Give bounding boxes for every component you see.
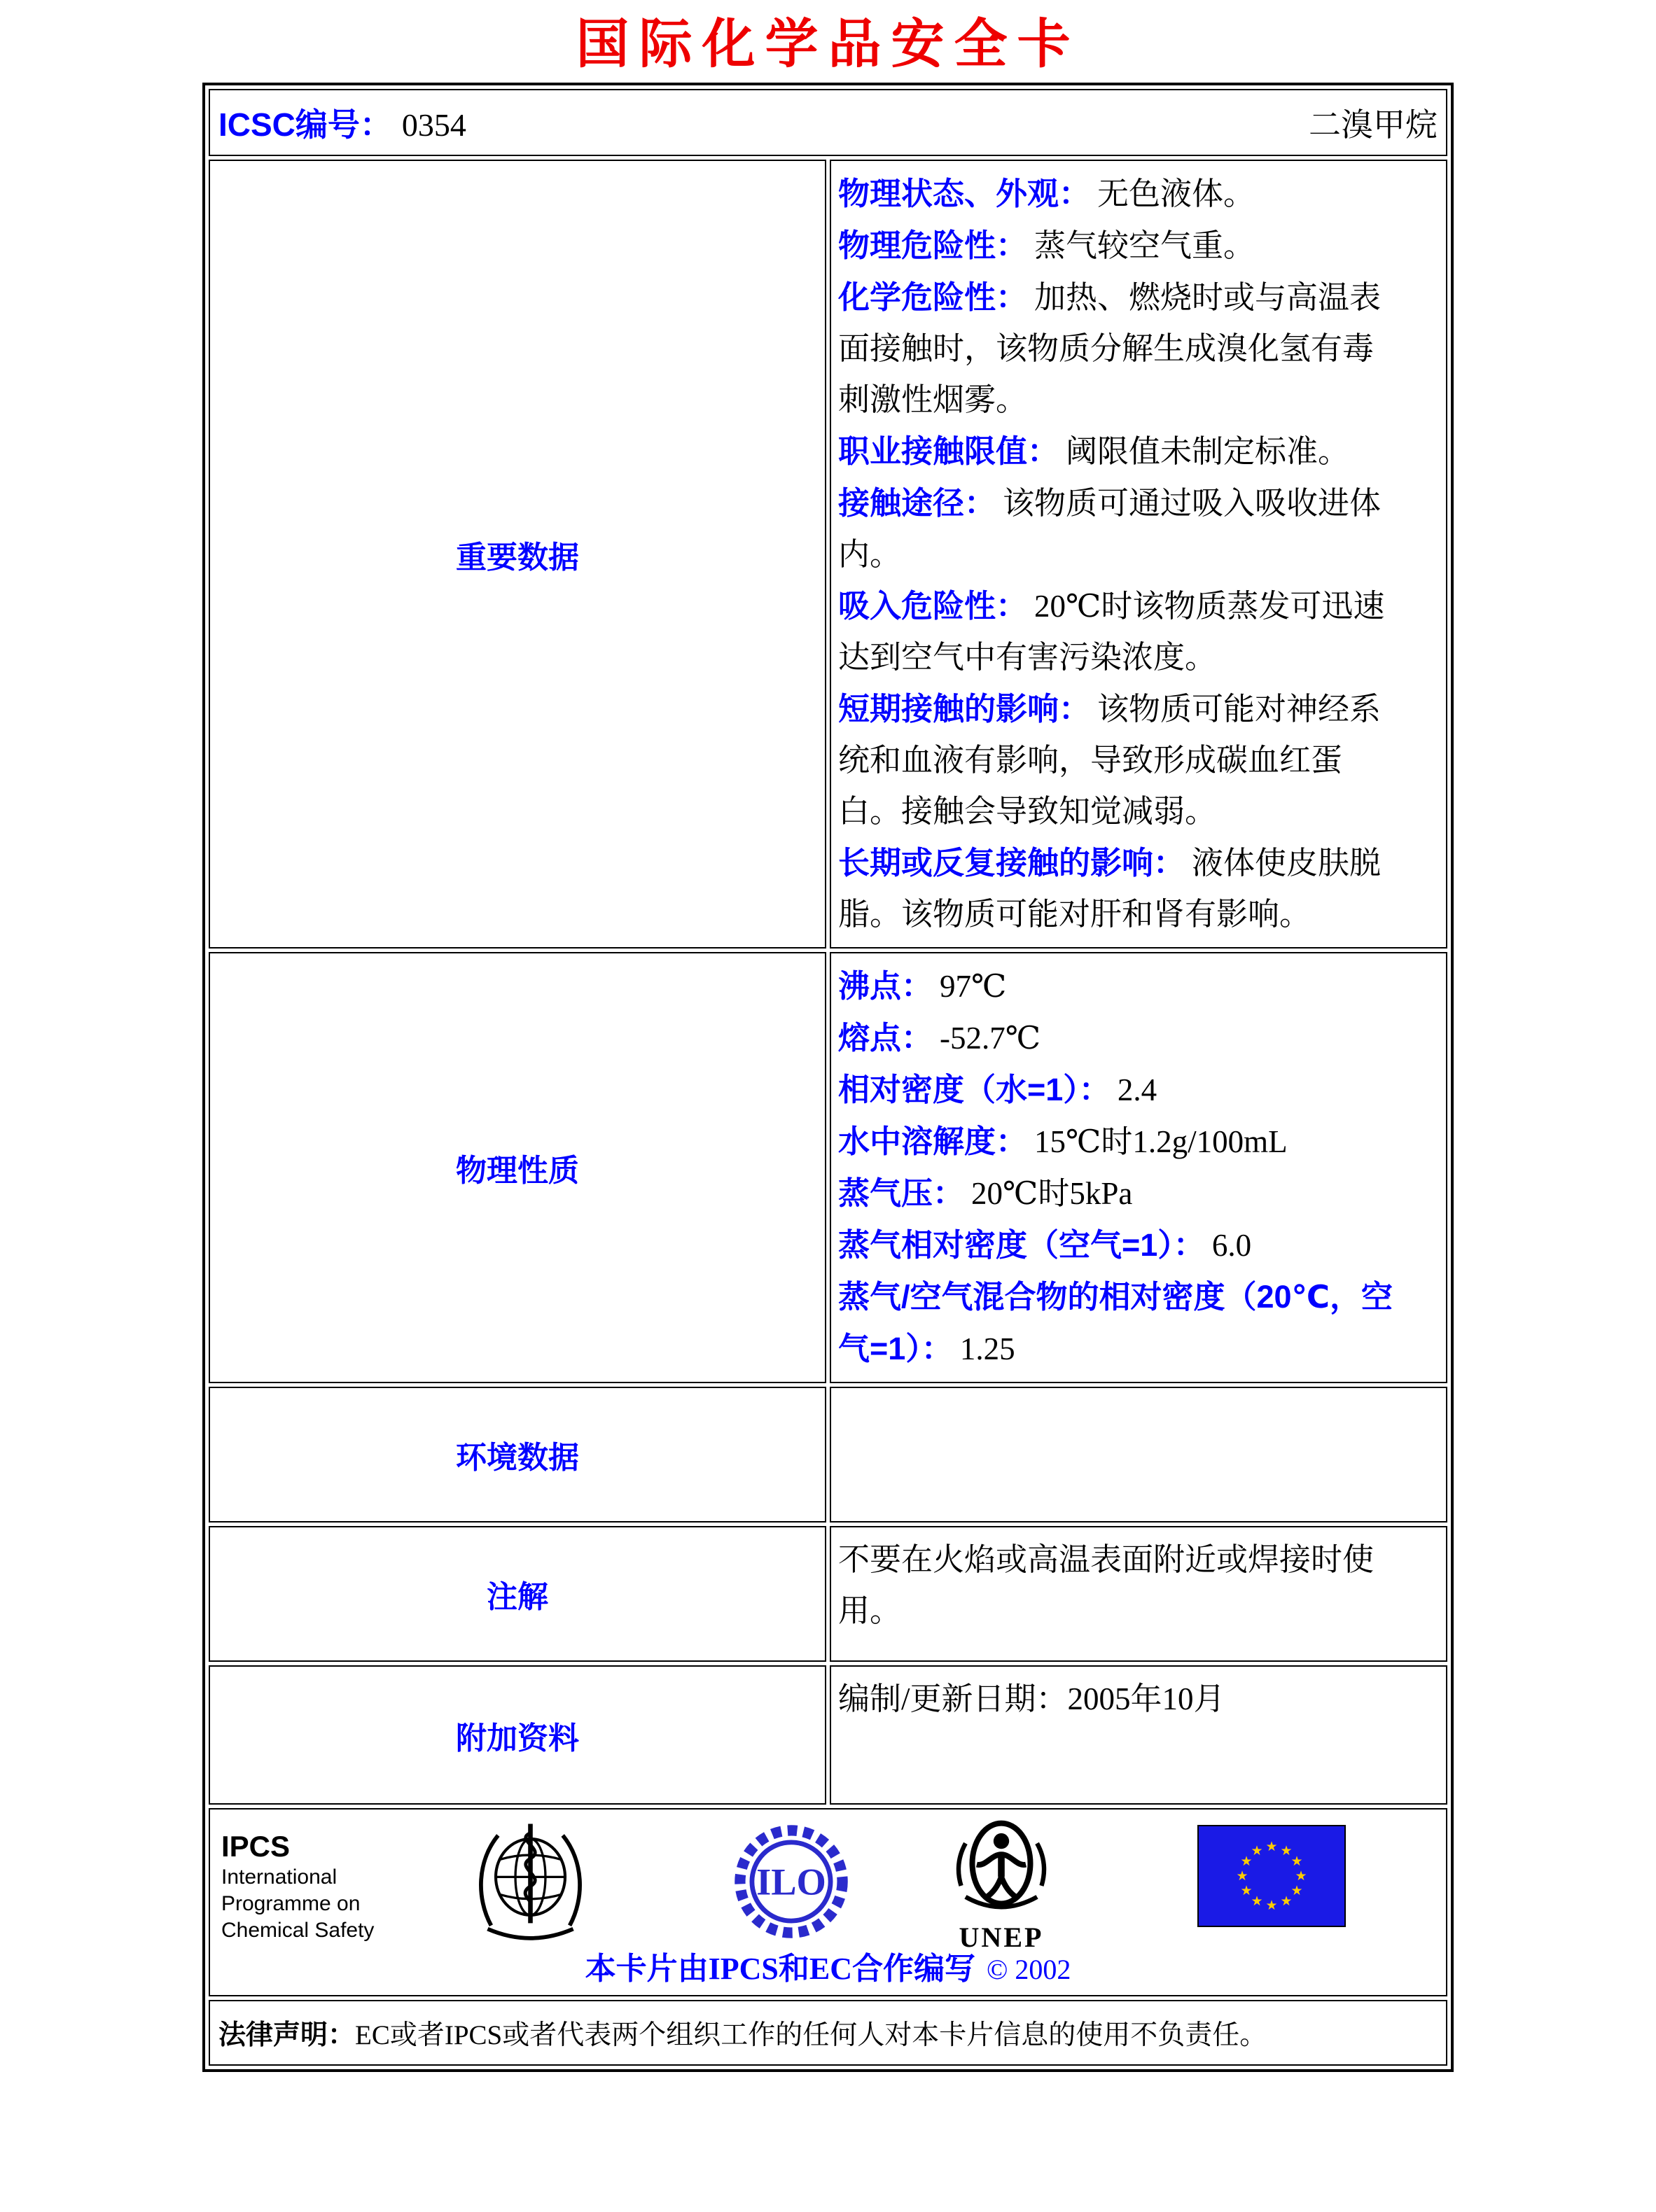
field-physical-danger: 物理危险性： 蒸气较空气重。 <box>838 227 1255 263</box>
field-boiling-point: 沸点： 97℃ <box>838 968 1007 1004</box>
section-content-notes <box>830 1526 1447 1662</box>
section-label-additional-info: 附加资料 <box>209 1665 826 1805</box>
unep-logo-icon <box>945 1816 1057 1954</box>
ipcs-acronym: IPCS <box>221 1830 291 1863</box>
field-vapor-relative-density: 蒸气相对密度（空气=1）： 6.0 <box>838 1227 1252 1263</box>
safety-card-table <box>202 83 1454 2072</box>
eu-flag-icon <box>1197 1825 1346 1931</box>
field-short-term-effects: 短期接触的影响： 该物质可能对神经系统和血液有影响，导致形成碳血红蛋白。接触会导致知觉减弱。 <box>838 691 1382 829</box>
section-content-environmental-data <box>830 1387 1447 1522</box>
field-occupational-limit: 职业接触限值： 阈限值未制定标准。 <box>838 433 1350 469</box>
footer-logos-row <box>209 1808 1447 1996</box>
svg-text:★: ★ <box>1265 1839 1278 1854</box>
credit-line <box>210 1943 1446 1988</box>
svg-text:★: ★ <box>1265 1898 1278 1913</box>
section-label-important-data: 重要数据 <box>209 160 826 948</box>
page-title: 国际化学品安全卡 <box>576 15 1080 74</box>
svg-text:ILO: ILO <box>756 1861 826 1903</box>
svg-text:★: ★ <box>1290 1854 1303 1869</box>
ipcs-text-block: IPCS International Programme on Chemical Safety <box>221 1830 375 1942</box>
section-content-important-data <box>830 160 1447 948</box>
section-label-physical-properties: 物理性质 <box>209 952 826 1383</box>
field-vapor-pressure: 蒸气压： 20℃时5kPa <box>838 1175 1133 1211</box>
field-inhalation-risk: 吸入危险性： 20℃时该物质蒸发可迅速达到空气中有害污染浓度。 <box>838 588 1385 675</box>
svg-text:★: ★ <box>1251 1893 1263 1909</box>
header-row <box>209 89 1447 156</box>
svg-text:★: ★ <box>1240 1854 1253 1869</box>
section-content-physical-properties <box>830 952 1447 1383</box>
field-physical-state: 物理状态、外观： 无色液体。 <box>838 176 1255 211</box>
section-content-additional-info <box>830 1665 1447 1805</box>
chemical-name: 二溴甲烷 <box>1309 107 1438 143</box>
icsc-number-label: ICSC编号： <box>218 106 392 143</box>
section-label-notes: 注解 <box>209 1526 826 1662</box>
field-water-solubility: 水中溶解度： 15℃时1.2g/100mL <box>838 1124 1288 1159</box>
field-vapor-air-mixture-density: 蒸气/空气混合物的相对密度（20℃，空气=1）： 1.25 <box>838 1279 1393 1366</box>
who-logo-icon <box>473 1815 588 1952</box>
legal-row <box>209 2000 1447 2066</box>
svg-text:★: ★ <box>1236 1868 1248 1884</box>
notes-text: 不要在火焰或高温表面附近或焊接时使用。 <box>838 1542 1375 1628</box>
icsc-number-group <box>218 99 466 146</box>
field-long-term-effects: 长期或反复接触的影响： 液体使皮肤脱脂。该物质可能对肝和肾有影响。 <box>838 845 1382 932</box>
legal-label: 法律声明： <box>218 2020 356 2050</box>
legal-text: EC或者IPCS或者代表两个组织工作的任何人对本卡片信息的使用不负责任。 <box>355 2020 1267 2050</box>
svg-text:★: ★ <box>1280 1843 1293 1858</box>
svg-text:★: ★ <box>1240 1883 1253 1898</box>
unep-logo-label: UNEP <box>959 1921 1044 1953</box>
svg-text:★: ★ <box>1280 1893 1293 1909</box>
icsc-number-value: 0354 <box>401 107 466 143</box>
ilo-logo-icon <box>732 1822 851 1945</box>
svg-text:★: ★ <box>1251 1843 1263 1858</box>
field-relative-density: 相对密度（水=1）： 2.4 <box>838 1072 1157 1107</box>
credit-year: © 2002 <box>986 1954 1071 1985</box>
credit-text: 本卡片由IPCS和EC合作编写 <box>585 1952 975 1986</box>
svg-text:★: ★ <box>1290 1883 1303 1898</box>
additional-info-text: 编制/更新日期：2005年10月 <box>838 1681 1225 1716</box>
field-melting-point: 熔点： -52.7℃ <box>838 1020 1041 1056</box>
field-chemical-danger: 化学危险性： 加热、燃烧时或与高温表面接触时，该物质分解生成溴化氢有毒刺激性烟雾。 <box>838 279 1382 417</box>
field-exposure-route: 接触途径： 该物质可通过吸入吸收进体内。 <box>838 485 1382 572</box>
svg-text:★: ★ <box>1295 1868 1307 1884</box>
section-label-environmental-data: 环境数据 <box>209 1387 826 1522</box>
